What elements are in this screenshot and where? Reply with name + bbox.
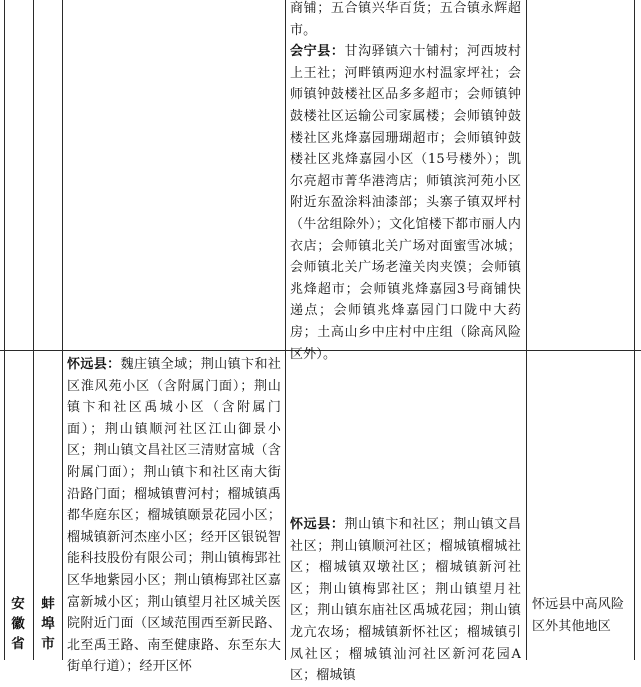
mid-risk-cell <box>290 514 521 684</box>
huining-county-label: 会宁县： <box>290 44 345 60</box>
upper-mid-risk-cell <box>290 0 521 362</box>
column-rule-4 <box>285 0 286 660</box>
high-risk-cell <box>67 354 281 675</box>
huining-county-text: 甘沟驿镇六十铺村；河西坡村上王社；河畔镇两迎水村温家坪社；会师镇钟鼓楼社区品多多超市；会师镇钟鼓楼社区运输公司家属楼；会师镇钟鼓楼社区兆烽嘉园珊瑚超市；会师镇钟鼓楼社区兆烽嘉园小区（15号楼外）；凯尔亮超市菁华港湾店；师镇滨河苑小区附近东盈涂料油漆部；头寨子镇双坪村（牛岔组除外）；文化馆楼下都市丽人内衣店；会师镇北关广场对面蜜雪冰城；会师镇北关广场老潼关肉夹馍；会师镇兆烽超市；会师镇兆烽嘉园3号商铺快递点；会师镇兆烽嘉园门口陇中大药房；土高山乡中庄村中庄组（除高风险区外）。 <box>290 44 521 362</box>
high-risk-county-label: 怀远县： <box>67 357 121 372</box>
column-rule-2 <box>33 0 34 660</box>
upper-top-text: 商铺；五合镇兴华百货；五合镇永辉超市。 <box>290 1 521 38</box>
column-rule-3 <box>62 0 63 660</box>
low-risk-cell <box>532 594 630 660</box>
mid-risk-text: 荆山镇卞和社区；荆山镇文昌社区；荆山镇顺河社区；榴城镇榴城社区；榴城镇双墩社区；榴城镇新河社区；荆山镇梅郢社区；荆山镇望月社区；荆山镇东庙社区禹城花园；荆山镇龙亢农场；榴城镇新怀社区；榴城镇引凤社区；榴城镇汕河社区新河花园A区；榴城镇 <box>290 517 521 684</box>
city-cell: 蚌埠市 <box>41 596 55 652</box>
column-rule-6 <box>634 0 635 660</box>
province-cell: 安徽省 <box>11 596 25 652</box>
column-rule-1 <box>4 0 5 660</box>
column-rule-5 <box>526 0 527 660</box>
low-risk-text: 怀远县中高风险区外其他地区 <box>532 597 625 634</box>
mid-risk-county-label: 怀远县： <box>290 517 345 532</box>
high-risk-text: 魏庄镇全域；荆山镇卞和社区淮风苑小区（含附属门面）；荆山镇卞和社区禹城小区（含附属门面）；荆山镇顺河社区江山御景小区；荆山镇文昌社区三清财富城（含附属门面）；荆山镇卞和社区南大街沿路门面；榴城镇曹河村；榴城镇禹都华庭东区；榴城镇颐景花园小区；榴城镇新河杰座小区；经开区银锐智能科技股份有限公司；荆山镇梅郢社区华地紫园小区；荆山镇梅郢社区嘉富新城小区；荆山镇望月社区城关医院附近门面（区域范围西至新民路、北至禹王路、南至健康路、东至东大街单行道）；经开区怀 <box>67 357 281 675</box>
